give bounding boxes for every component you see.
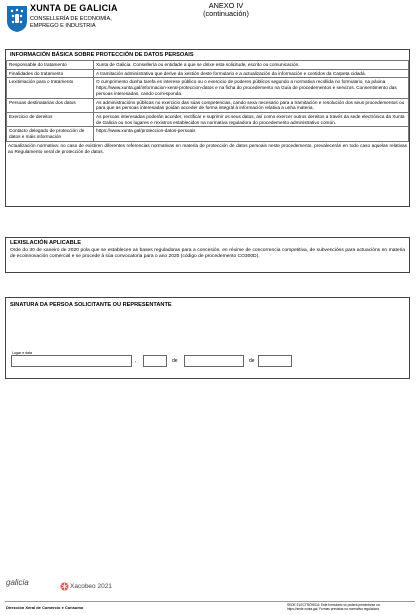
department-line-2: EMPREGO E INDUSTRIA: [30, 23, 96, 29]
signature-title: SINATURA DA PERSOA SOLICITANTE OU REPRESENTANTE: [10, 302, 172, 308]
sede-notice-line-2: https://sede.xunta.gal. Formas previstas na normativa reguladora: [287, 607, 379, 612]
footer-divider: [5, 601, 415, 602]
sede-notice-line-1: SEDE ELECTRÓNICA: Este formulario só poderá presentarse na: [287, 603, 380, 607]
table-row: [7, 98, 409, 112]
legislation-text: Orde do 30 de xaneiro de 2020 pola que se establecen as bases reguladoras para a concesión, en réxime de concorrencia competitiva, de subvencións para actuacións en materia de ecoinnovación comercial e se procede á súa convocatoria para o ano 2020 (código de procedemento CO300D).: [10, 248, 405, 259]
department-line-1: CONSELLERÍA DE ECONOMÍA,: [30, 16, 112, 22]
org-name: XUNTA DE GALICIA: [30, 3, 118, 13]
de-separator-1: de: [172, 358, 178, 364]
row-label: Contacto delegado de protección de datos e máis información: [7, 127, 94, 141]
comma-separator: ,: [135, 358, 137, 364]
galicia-logo: galicia: [6, 578, 29, 587]
row-text: https://www.xunta.gal/proteccion-datos-persoais: [94, 127, 409, 141]
row-label: Exercicio de dereitos: [7, 112, 94, 126]
table-row: [7, 69, 409, 78]
place-field[interactable]: [11, 355, 132, 367]
data-protection-section: [5, 49, 410, 207]
data-protection-title: INFORMACIÓN BÁSICA SOBRE PROTECCIÓN DE DATOS PERSOAIS: [10, 52, 194, 58]
row-label: Responsable do tratamento: [7, 61, 94, 70]
row-label: Persoas destinatarias dos datos: [7, 98, 94, 112]
legislation-title: LEXISLACIÓN APLICABLE: [10, 240, 81, 246]
data-protection-table: [6, 60, 409, 142]
xunta-shield-logo: [6, 5, 28, 33]
row-label: Finalidades do tratamento: [7, 69, 94, 78]
row-text: A tramitación administrativa que derive da xestión deste formulario e a actualización da información e contidos da Carpeta cidadá.: [94, 69, 409, 78]
signature-section: [5, 297, 410, 379]
directorate-name: Dirección Xeral de Comercio e Consumo: [6, 605, 84, 610]
table-row: [7, 61, 409, 70]
month-field[interactable]: [184, 355, 244, 367]
row-text: Xunta de Galicia. Consellería ou entidade a que se dirixe esta solicitude, escrito ou comunicación.: [94, 61, 409, 70]
table-row: [7, 112, 409, 126]
row-text: As persoas interesadas poderán acceder, rectificar e suprimir os seus datos, así como exercer outros dereitos a través da sede electrónica da Xunta de Galicia ou nos lugares e rexistros establecidos na normativa reguladora do procedemento administrativo común.: [94, 112, 409, 126]
table-row: [7, 78, 409, 98]
row-label: Lexitimación para o tratamento: [7, 78, 94, 98]
place-date-label: Lugar e data: [12, 351, 33, 355]
row-text: O cumprimento dunha tarefa en interese público ou o exercicio de poderes públicos segundo a normativa recollida no formulario, na páxina https://www.xunta.gal/informacion-xeral-proteccion-datos e na ficha do procedemento na Guía de procedementos e servizos. Consentimento das persoas interesadas, cando corresponda.: [94, 78, 409, 98]
xacobeo-logo: Xacobeo 2021: [70, 583, 112, 590]
sede-notice: [287, 603, 417, 611]
day-field[interactable]: [143, 355, 167, 367]
annex-title: ANEXO IV: [208, 1, 244, 10]
annex-subtitle: (continuación): [203, 9, 249, 18]
xacobeo-shell-icon: [60, 582, 69, 591]
row-text: As administracións públicas no exercicio das súas competencias, cando sexa necesario para a tramitación e resolución dos seus procedementos ou para que as persoas interesadas poidan acceder de forma integral á información relativa a unha materia.: [94, 98, 409, 112]
de-separator-2: de: [249, 358, 255, 364]
regulatory-update-note: Actualización normativa: no caso de existiren diferentes referencias normativas en materia de protección de datos persoais neste procedemento, prevalecerán en todo caso aquelas relativas ao Regulamento xeral de protección de datos.: [8, 142, 407, 154]
legislation-section: [5, 237, 410, 273]
table-row: [7, 127, 409, 141]
annex-heading: [196, 2, 256, 18]
year-field[interactable]: [258, 355, 292, 367]
